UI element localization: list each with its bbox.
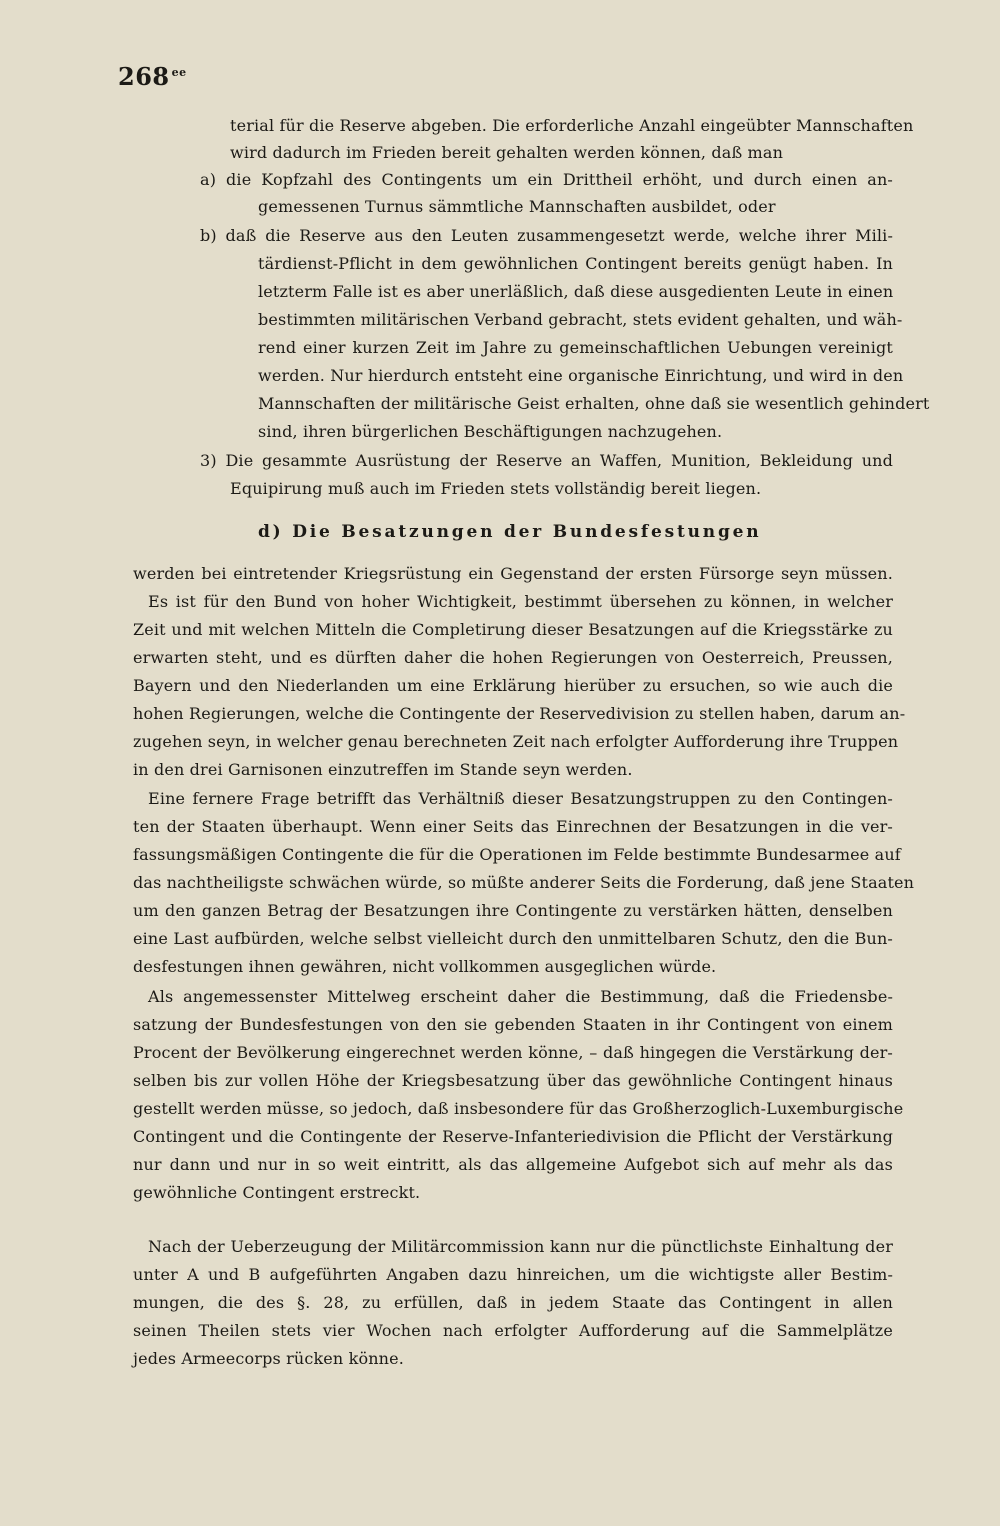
text-line: Mannschaften der militärische Geist erhalten, ohne daß sie wesentlich gehindert — [258, 394, 930, 413]
text-line: werden bei eintretender Kriegsrüstung ein Gegenstand der ersten Fürsorge seyn müssen. — [133, 564, 893, 583]
text-line: bestimmten militärischen Verband gebracht, stets evident gehalten, und wäh- — [258, 310, 903, 329]
text-line: Equipirung muß auch im Frieden stets vollständig bereit liegen. — [230, 479, 762, 498]
text-line: mungen, die des §. 28, zu erfüllen, daß in jedem Staate das Contingent in allen — [133, 1293, 893, 1312]
text-line: Es ist für den Bund von hoher Wichtigkeit, bestimmt übersehen zu können, in welcher — [148, 592, 893, 611]
text-line: desfestungen ihnen gewähren, nicht vollkommen ausgeglichen würde. — [133, 957, 717, 976]
text-line: eine Last aufbürden, welche selbst vielleicht durch den unmittelbaren Schutz, den die Bun- — [133, 929, 893, 948]
text-line: sind, ihren bürgerlichen Beschäftigungen nachzugehen. — [258, 422, 723, 441]
text-line: werden. Nur hierdurch entsteht eine organische Einrichtung, und wird in den — [258, 366, 904, 385]
text-line: erwarten steht, und es dürften daher die hohen Regierungen von Oesterreich, Preussen, — [133, 648, 893, 667]
text-line: in den drei Garnisonen einzutreffen im Stande seyn werden. — [133, 760, 633, 779]
text-line: gemessenen Turnus sämmtliche Mannschaften ausbildet, oder — [258, 197, 776, 216]
text-line: ten der Staaten überhaupt. Wenn einer Seits das Einrechnen der Besatzungen in die ver- — [133, 817, 893, 836]
list-item-3: 3) Die gesammte Ausrüstung der Reserve an Waffen, Munition, Bekleidung und — [200, 451, 893, 470]
list-item-a: a) die Kopfzahl des Contingents um ein Drittheil erhöht, und durch einen an- — [200, 170, 893, 189]
text-line: Als angemessenster Mittelweg erscheint daher die Bestimmung, daß die Friedensbe- — [148, 987, 893, 1006]
text-line: tärdienst-Pflicht in dem gewöhnlichen Contingent bereits genügt haben. In — [258, 254, 893, 273]
text-line: Bayern und den Niederlanden um eine Erklärung hierüber zu ersuchen, so wie auch die — [133, 676, 893, 695]
text-line: letzterm Falle ist es aber unerläßlich, daß diese ausgedienten Leute in einen — [258, 282, 894, 301]
text-line: selben bis zur vollen Höhe der Kriegsbesatzung über das gewöhnliche Contingent hinaus — [133, 1071, 893, 1090]
text-line: wird dadurch im Frieden bereit gehalten werden können, daß man — [230, 143, 784, 162]
text-line: Nach der Ueberzeugung der Militärcommission kann nur die pünctlichste Einhaltung der — [148, 1237, 893, 1256]
text-line: Zeit und mit welchen Mitteln die Completirung dieser Besatzungen auf die Kriegsstärke zu — [133, 620, 893, 639]
text-line: nur dann und nur in so weit eintritt, als das allgemeine Aufgebot sich auf mehr als das — [133, 1155, 893, 1174]
text-line: Contingent und die Contingente der Reserve-Infanteriedivision die Pflicht der Verstärkung — [133, 1127, 893, 1146]
text-line: hohen Regierungen, welche die Contingente der Reservedivision zu stellen haben, darum an- — [133, 704, 906, 723]
text-line: rend einer kurzen Zeit im Jahre zu gemeinschaftlichen Uebungen vereinigt — [258, 338, 893, 357]
text-line: terial für die Reserve abgeben. Die erforderliche Anzahl eingeübter Mannschaften — [230, 116, 914, 135]
text-line: Eine fernere Frage betrifft das Verhältniß dieser Besatzungstruppen zu den Contingen- — [148, 789, 893, 808]
page-number: 268 $^{ee}$ — [118, 62, 187, 91]
text-line: gestellt werden müsse, so jedoch, daß insbesondere für das Großherzoglich-Luxemburgische — [133, 1099, 904, 1118]
text-line: das nachtheiligste schwächen würde, so müßte anderer Seits die Forderung, daß jene Staaten — [133, 873, 915, 892]
text-line: um den ganzen Betrag der Besatzungen ihre Contingente zu verstärken hätten, denselben — [133, 901, 893, 920]
text-line: jedes Armeecorps rücken könne. — [133, 1349, 404, 1368]
text-line: zugehen seyn, in welcher genau berechneten Zeit nach erfolgter Aufforderung ihre Truppen — [133, 732, 899, 751]
text-line: satzung der Bundesfestungen von den sie gebenden Staaten in ihr Contingent von einem — [133, 1015, 893, 1034]
text-line: seinen Theilen stets vier Wochen nach erfolgter Aufforderung auf die Sammelplätze — [133, 1321, 893, 1340]
text-line: fassungsmäßigen Contingente die für die Operationen im Felde bestimmte Bundesarmee auf — [133, 845, 901, 864]
page-number-suffix: ee — [171, 66, 187, 79]
text-line: Procent der Bevölkerung eingerechnet werden könne, – daß hingegen die Verstärkung der- — [133, 1043, 893, 1062]
text-line: gewöhnliche Contingent erstreckt. — [133, 1183, 421, 1202]
section-heading: d) Die Besatzungen der Bundesfestungen — [258, 522, 762, 542]
list-item-b: b) daß die Reserve aus den Leuten zusammengesetzt werde, welche ihrer Mili- — [200, 226, 893, 245]
text-line: unter A und B aufgeführten Angaben dazu hinreichen, um die wichtigste aller Bestim- — [133, 1265, 893, 1284]
